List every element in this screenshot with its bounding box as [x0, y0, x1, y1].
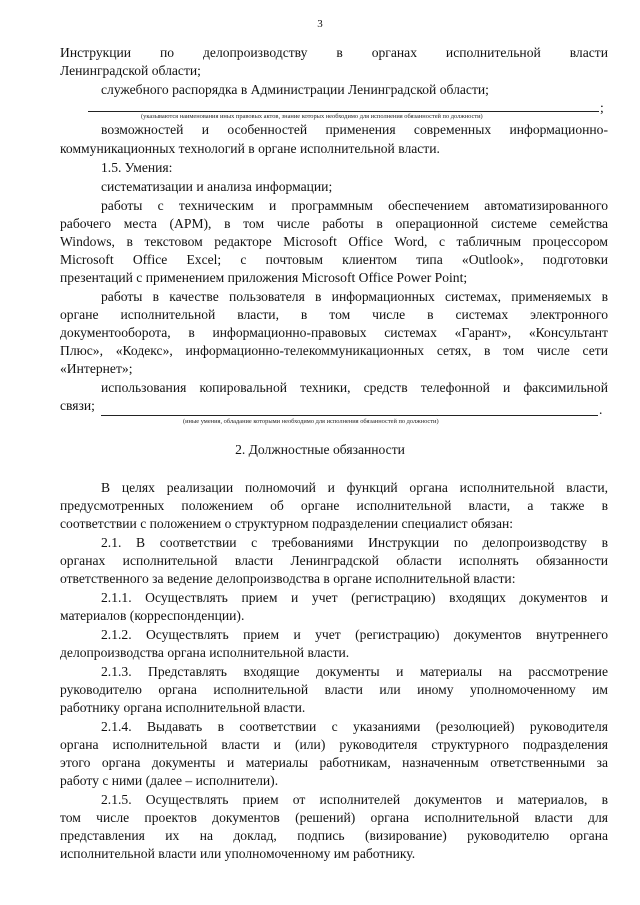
text-line: связи;: [60, 398, 95, 413]
text-line: предусмотренных положением об органе исполнительной власти, а также в: [60, 498, 608, 513]
text-line: презентаций с применением приложения Microsoft Office Power Point;: [60, 270, 468, 285]
text-line: Плюс», «Кодекс», информационно-телекоммуникационных сетях, в том числе сети: [60, 343, 608, 358]
text-line: Microsoft Office Excel; с почтовым клиентом типа «Outlook», подготовки: [60, 252, 608, 267]
text-line: органа исполнительной власти и (или) руководителя структурного подразделения: [60, 737, 608, 752]
text-line: представления их на доклад, подпись (визирование) руководителю органа: [60, 828, 608, 843]
text-line: 2.1.1. Осуществлять прием и учет (регистрацию) входящих документов и: [101, 590, 608, 605]
text-line: рабочего места (АРМ), в том числе работы в операционной системе семейства: [60, 216, 608, 231]
footnote-caption: (иные умения, обладание которыми необходимо для исполнения обязанностей по должности): [183, 418, 439, 425]
text-line: работы в качестве пользователя в информационных системах, применяемых в: [101, 289, 608, 304]
text-line: использования копировальной техники, средств телефонной и факсимильной: [101, 380, 608, 395]
text-line: Инструкции по делопроизводству в органах исполнительной власти: [60, 45, 608, 60]
text-line: Ленинградской области;: [60, 63, 201, 78]
text-line: ответственного за ведение делопроизводства в органе исполнительной власти:: [60, 571, 516, 586]
footnote-caption: (указываются наименования иных правовых актов, знание которых необходимо для исполнения обязанностей по должности): [141, 113, 483, 120]
text-line: систематизации и анализа информации;: [101, 179, 333, 194]
text-line: служебного распорядка в Администрации Ленинградской области;: [101, 82, 489, 97]
text-line: исполнительной власти или уполномоченному им работнику.: [60, 846, 416, 861]
text-line: .: [599, 402, 603, 417]
text-line: В целях реализации полномочий и функций органа исполнительной власти,: [101, 480, 608, 495]
text-line: органе исполнительной власти, в том числе в системах электронного: [60, 307, 608, 322]
text-line: ;: [600, 100, 604, 115]
text-line: 2.1.4. Выдавать в соответствии с указаниями (резолюцией) руководителя: [101, 719, 608, 734]
text-line: 2.1. В соответствии с требованиями Инструкции по делопроизводству в: [101, 535, 608, 550]
text-line: соответствии с положением о структурном подразделении специалист обязан:: [60, 516, 514, 531]
text-line: 2.1.2. Осуществлять прием и учет (регистрацию) документов внутреннего: [101, 627, 608, 642]
text-line: этого органа документы и материалы работникам, назначенным ответственными за: [60, 755, 608, 770]
text-line: работу с ними (далее – исполнители).: [60, 773, 279, 788]
text-line: возможностей и особенностей применения современных информационно-: [101, 122, 608, 137]
text-line: «Интернет»;: [60, 361, 133, 376]
text-line: 1.5. Умения:: [101, 160, 173, 175]
text-line: коммуникационных технологий в органе исполнительной власти.: [60, 141, 440, 156]
fill-in-line: [101, 415, 598, 416]
text-line: 2.1.5. Осуществлять прием от исполнителей документов и материалов, в: [101, 792, 608, 807]
page-number: 3: [317, 18, 323, 30]
section-heading: 2. Должностные обязанности: [235, 442, 405, 457]
text-line: документооборота, в информационно-правовых системах «Гарант», «Консультант: [60, 325, 608, 340]
text-line: делопроизводства органа исполнительной власти.: [60, 645, 350, 660]
fill-in-line: [88, 111, 599, 112]
text-line: руководителю органа исполнительной власти или иному уполномоченному им: [60, 682, 608, 697]
text-line: работы с техническим и программным обеспечением автоматизированного: [101, 198, 608, 213]
text-line: работнику органа исполнительной власти.: [60, 700, 306, 715]
text-line: том числе проектов документов (решений) органа исполнительной власти для: [60, 810, 608, 825]
text-line: 2.1.3. Представлять входящие документы и материалы на рассмотрение: [101, 664, 608, 679]
text-line: Windows, в текстовом редакторе Microsoft Office Word, с табличным процессором: [60, 234, 608, 249]
text-line: материалов (корреспонденции).: [60, 608, 245, 623]
text-line: органах исполнительной власти Ленинградской области исполнять обязанности: [60, 553, 608, 568]
